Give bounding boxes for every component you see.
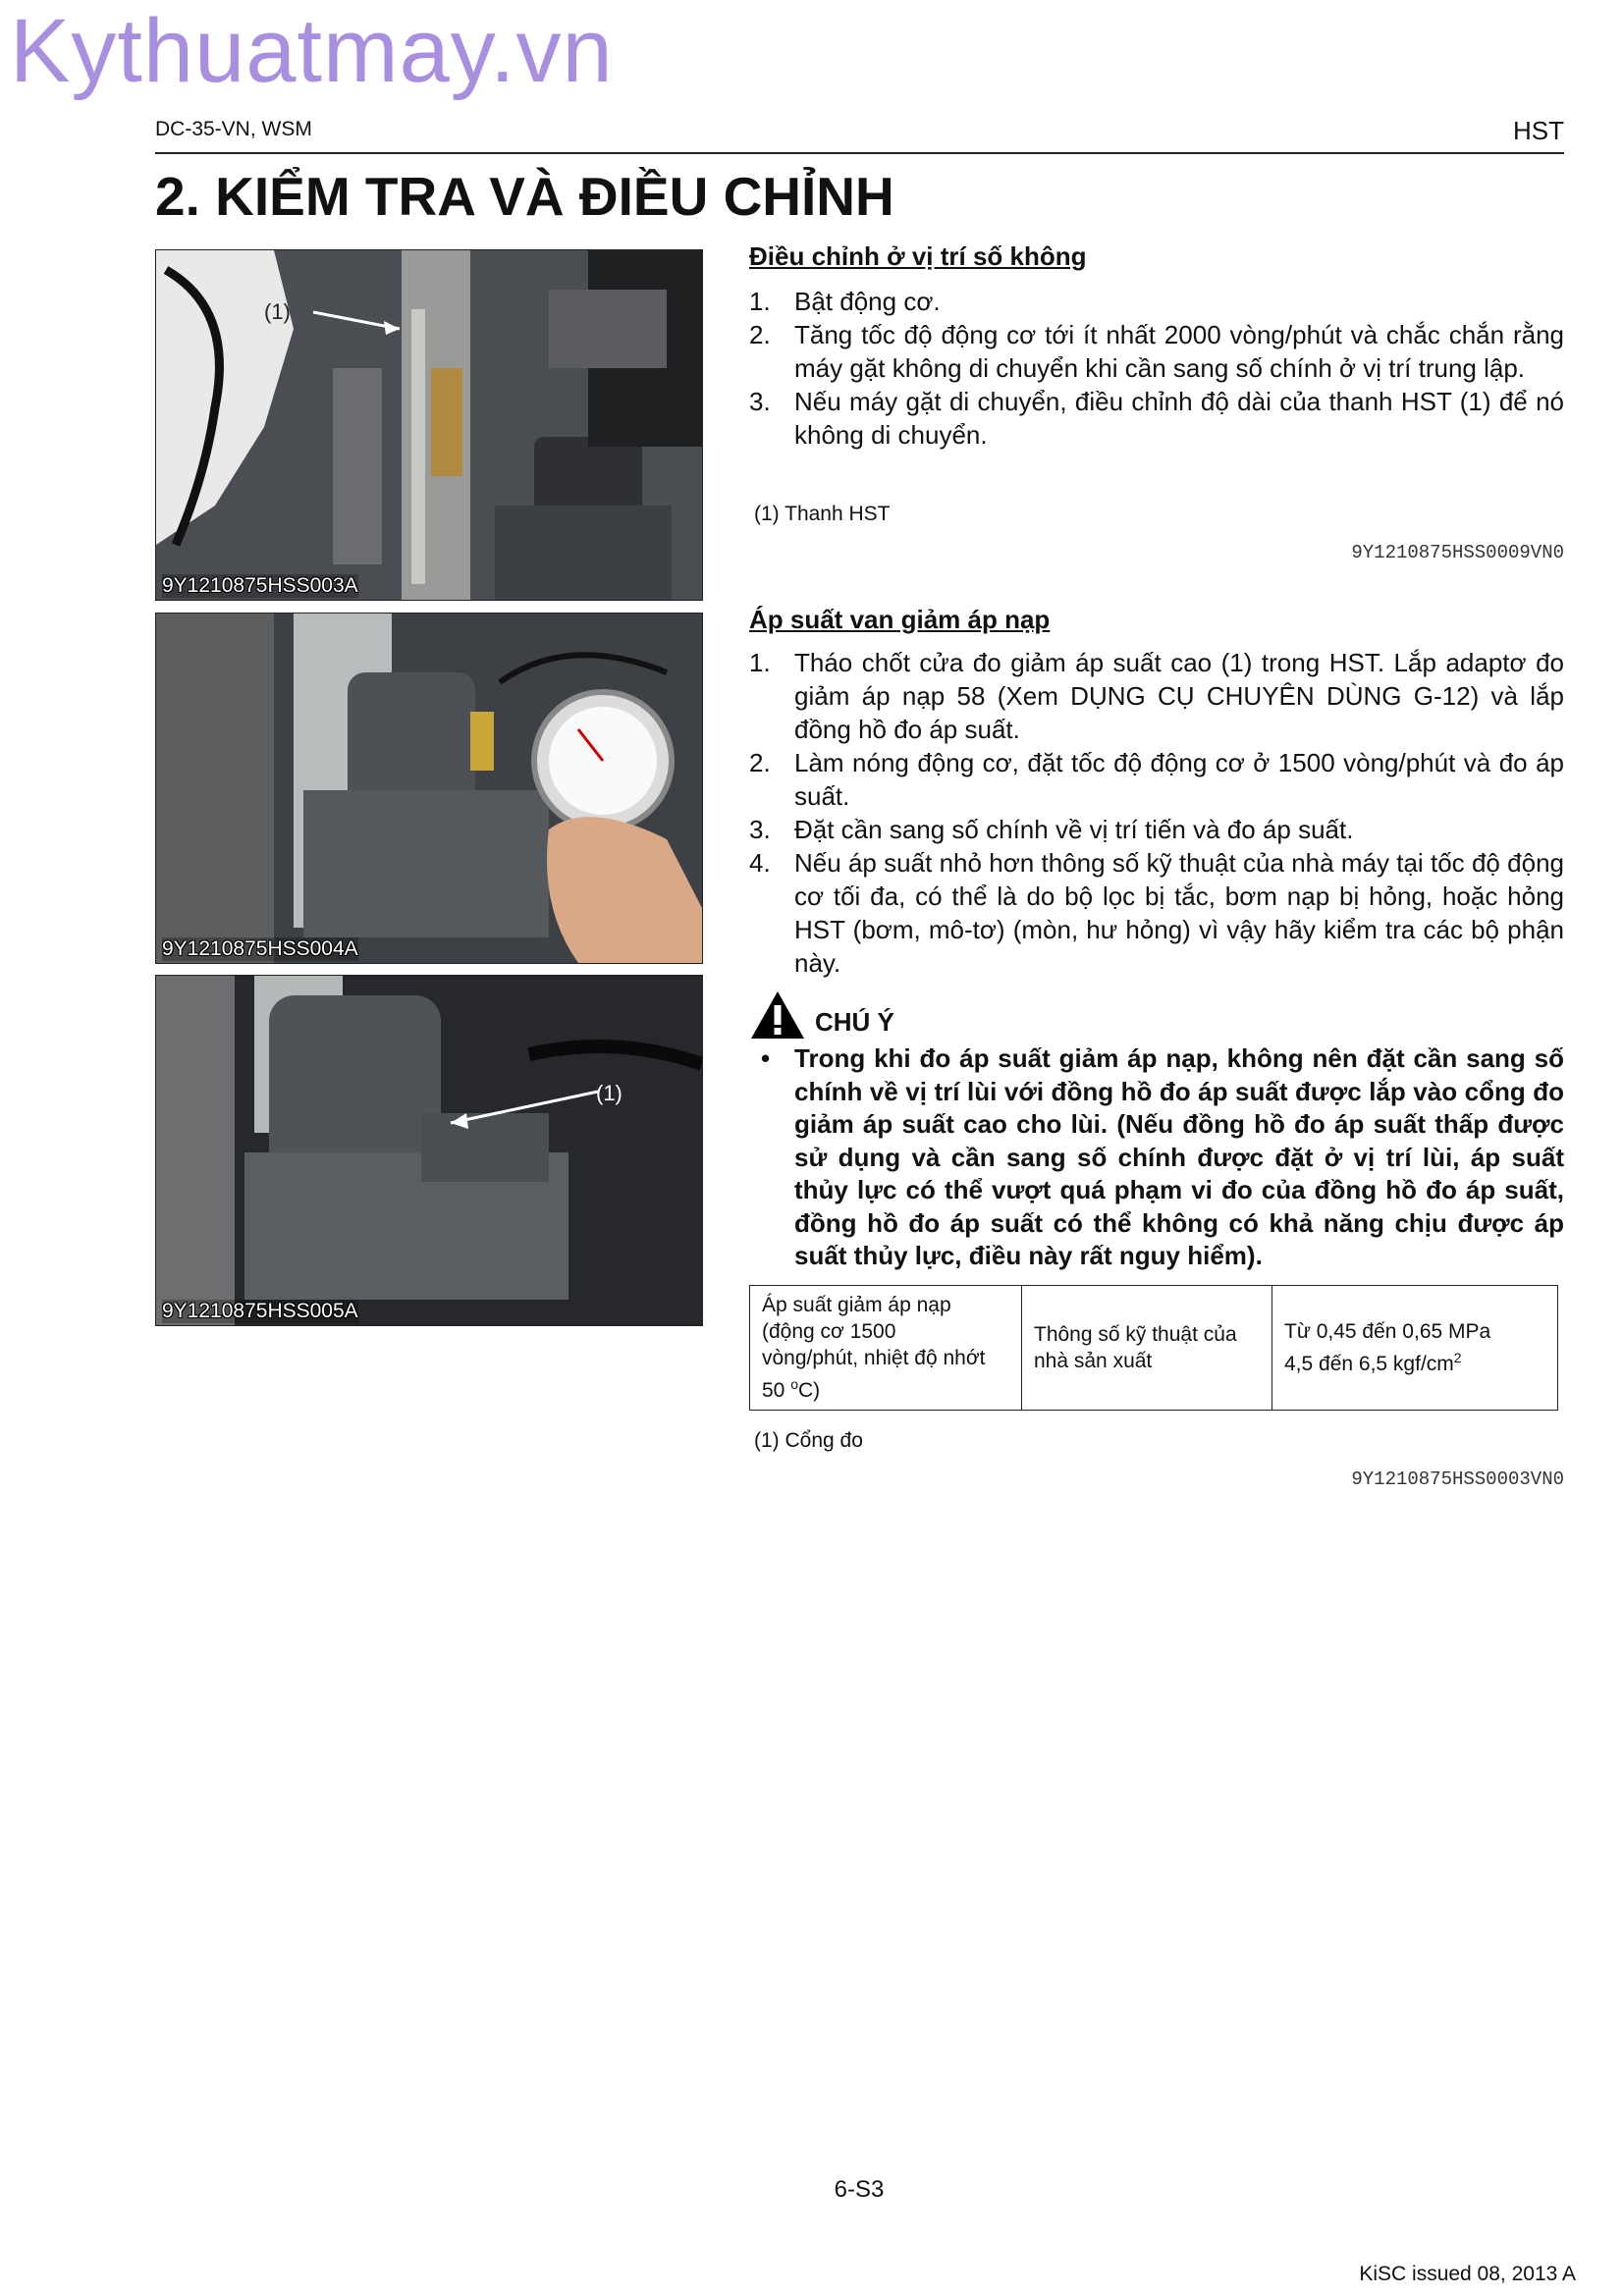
spec-table-wrap [749, 1285, 1558, 1411]
header-section: HST [1513, 116, 1564, 145]
list-item: 4. Nếu áp suất nhỏ hơn thông số kỹ thuật của nhà máy tại tốc độ động cơ tối đa, có thể là do bộ lọc bị tắc, bơm nạp bị hỏng, hoặc hỏng HST (bơm, mô-tơ) (mòn, hư hỏng) vì vậy hãy kiểm tra các bộ phận này. [749, 848, 1564, 978]
list-item: 2. Tăng tốc độ động cơ tới ít nhất 2000 vòng/phút và chắc chắn rằng máy gặt không di chuyển khi cần sang số chính ở vị trí trung lập. [749, 320, 1564, 383]
section1-steps [749, 285, 1564, 452]
warning-icon [749, 989, 806, 1045]
section2-steps [749, 646, 1564, 980]
section1-code: 9Y1210875HSS0009VN0 [1351, 542, 1564, 563]
photo-label: 9Y1210875HSS004A [162, 937, 358, 960]
list-item: 2. Làm nóng động cơ, đặt tốc độ động cơ ở 1500 vòng/phút và đo áp suất. [749, 748, 1564, 811]
photo-label: 9Y1210875HSS003A [162, 574, 358, 597]
caution-bullet: • Trong khi đo áp suất giảm áp nạp, không nên đặt cần sang số chính về vị trí lùi với đồng hồ đo áp suất được lắp vào cổng đo giảm áp suất cao cho lùi. (Nếu đồng hồ đo áp suất thấp được sử dụng và cần sang số chính được đặt ở vị trí lùi, áp suất thủy lực có thể vượt quá phạm vi đo của đồng hồ đo áp suất, đồng hồ đo áp suất có thể không có khả năng chịu được áp suất thủy lực, điều này rất nguy hiểm). [761, 1043, 1564, 1270]
page-number: 6-S3 [834, 2176, 885, 2203]
table-cell-item: Áp suất giảm áp nạp (động cơ 1500 vòng/phút, nhiệt độ nhớt 50 $^o$C) [750, 1286, 1022, 1411]
table-cell-spec-label: Thông số kỹ thuật của nhà sản xuất [1022, 1286, 1272, 1411]
section-neutral-adjustment [749, 240, 1564, 452]
section2-reference: (1) Cổng đo [754, 1429, 863, 1452]
photo-pressure-gauge [155, 613, 703, 964]
list-item: 1. Bật động cơ. [749, 287, 941, 316]
list-item: 3. Nếu máy gặt di chuyển, điều chỉnh độ dài của thanh HST (1) để nó không di chuyển. [749, 387, 1564, 450]
list-item: 3. Đặt cần sang số chính về vị trí tiến và đo áp suất. [749, 815, 1354, 844]
spec-table [749, 1285, 1558, 1411]
photo-label: 9Y1210875HSS005A [162, 1300, 358, 1322]
header-doc-code: DC-35-VN, WSM [155, 118, 312, 140]
photo-hst-rod [155, 249, 703, 601]
table-cell-value: Từ 0,45 đến 0,65 MPa 4,5 đến 6,5 kgf/$cm^2$ [1272, 1286, 1558, 1411]
section1-reference: (1) Thanh HST [754, 503, 891, 525]
callout-1: (1) [596, 1081, 622, 1105]
watermark: Kythuatmay.vn [10, 1, 614, 101]
section2-code: 9Y1210875HSS0003VN0 [1351, 1468, 1564, 1490]
header-rule [155, 152, 1564, 154]
issue-info: KiSC issued 08, 2013 A [1359, 2263, 1576, 2285]
caution-box [749, 1042, 1564, 1273]
section2-heading: Áp suất van giảm áp nạp [749, 605, 1051, 634]
page-title: 2. KIỂM TRA VÀ ĐIỀU CHỈNH [155, 166, 894, 227]
section-charge-relief-pressure [749, 603, 1564, 980]
callout-1: (1) [264, 299, 291, 324]
photo-measuring-port [155, 975, 703, 1326]
section1-heading: Điều chỉnh ở vị trí số không [749, 241, 1087, 271]
caution-title: CHÚ Ý [815, 1007, 894, 1037]
list-item: 1. Tháo chốt cửa đo giảm áp suất cao (1) trong HST. Lắp adaptơ đo giảm áp nạp 58 (Xem DỤNG CỤ CHUYÊN DÙNG G-12) và lắp đồng hồ đo áp suất. [749, 648, 1564, 744]
table-row [750, 1286, 1558, 1411]
